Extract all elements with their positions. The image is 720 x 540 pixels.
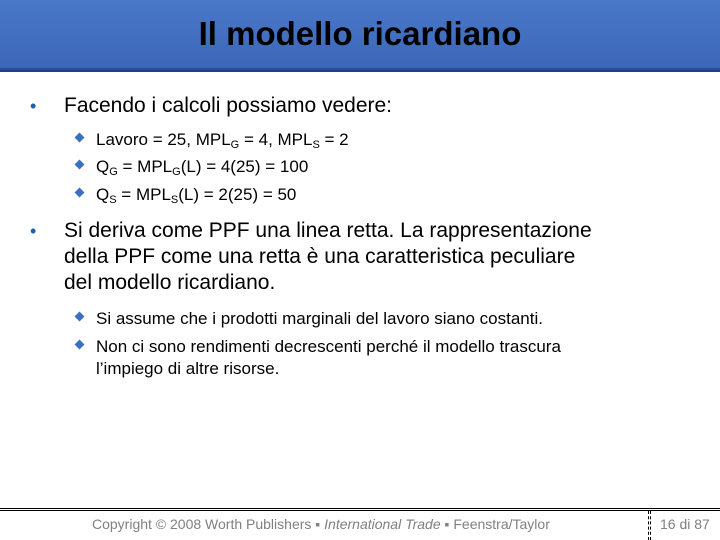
diamond-bullet-icon xyxy=(75,188,85,198)
subscript: G xyxy=(230,139,240,151)
footer-divider xyxy=(0,508,720,511)
text-part: Lavoro = 25, MPL xyxy=(96,130,231,149)
footer-credit xyxy=(92,516,550,532)
bullet-dot-icon: • xyxy=(30,221,37,241)
sub-bullet-line-1: Non ci sono rendimenti decrescenti perché il modello trascura xyxy=(96,337,561,356)
subscript: G xyxy=(172,166,181,178)
sub-bullet-2-2 xyxy=(96,336,561,380)
sub-bullet-line-2: l’impiego di altre risorse. xyxy=(96,359,280,378)
bullet-2-line-1: Si deriva come PPF una linea retta. La rappresentazione xyxy=(64,219,592,242)
text-part: = 4, MPL xyxy=(239,130,313,149)
diamond-bullet-icon xyxy=(75,312,85,322)
subscript: S xyxy=(170,194,179,206)
subscript: S xyxy=(312,139,320,151)
bullet-1 xyxy=(30,93,393,119)
slide-title: Il modello ricardiano xyxy=(198,15,522,52)
book-title: International Trade xyxy=(324,516,441,532)
footer-separator xyxy=(648,511,651,540)
sub-bullet-text: Si assume che i prodotti marginali del lavoro siano costanti. xyxy=(96,309,543,328)
page-number: 16 di 87 xyxy=(660,516,710,532)
bullet-2-line-2: della PPF come una retta è una caratteristica peculiare xyxy=(64,245,576,268)
sub-bullet-1-3 xyxy=(96,184,296,206)
title-bar xyxy=(0,0,720,70)
text-part: (L) = 4(25) = 100 xyxy=(180,157,309,176)
subscript: S xyxy=(109,194,117,206)
bullet-dot-icon: • xyxy=(30,96,37,116)
copyright-text: Copyright © 2008 Worth Publishers xyxy=(92,516,312,532)
title-divider xyxy=(0,70,720,72)
diamond-bullet-icon xyxy=(75,133,85,143)
bullet-1-text: Facendo i calcoli possiamo vedere: xyxy=(64,94,393,117)
text-part: = MPL xyxy=(117,157,173,176)
separator: ▪ xyxy=(315,516,321,532)
subscript: G xyxy=(109,166,118,178)
authors-text: Feenstra/Taylor xyxy=(453,516,550,532)
separator: ▪ xyxy=(444,516,450,532)
bullet-2-line-3: del modello ricardiano. xyxy=(64,271,276,294)
sub-bullet-1-2 xyxy=(96,156,308,178)
text-part: = 2 xyxy=(319,130,349,149)
sub-bullet-2-1 xyxy=(96,308,543,330)
bullet-2 xyxy=(30,218,592,296)
diamond-bullet-icon xyxy=(75,340,85,350)
text-part: (L) = 2(25) = 50 xyxy=(178,185,297,204)
text-part: Q xyxy=(96,185,110,204)
text-part: Q xyxy=(96,157,110,176)
diamond-bullet-icon xyxy=(75,160,85,170)
sub-bullet-1-1 xyxy=(96,129,349,151)
text-part: = MPL xyxy=(116,185,171,204)
